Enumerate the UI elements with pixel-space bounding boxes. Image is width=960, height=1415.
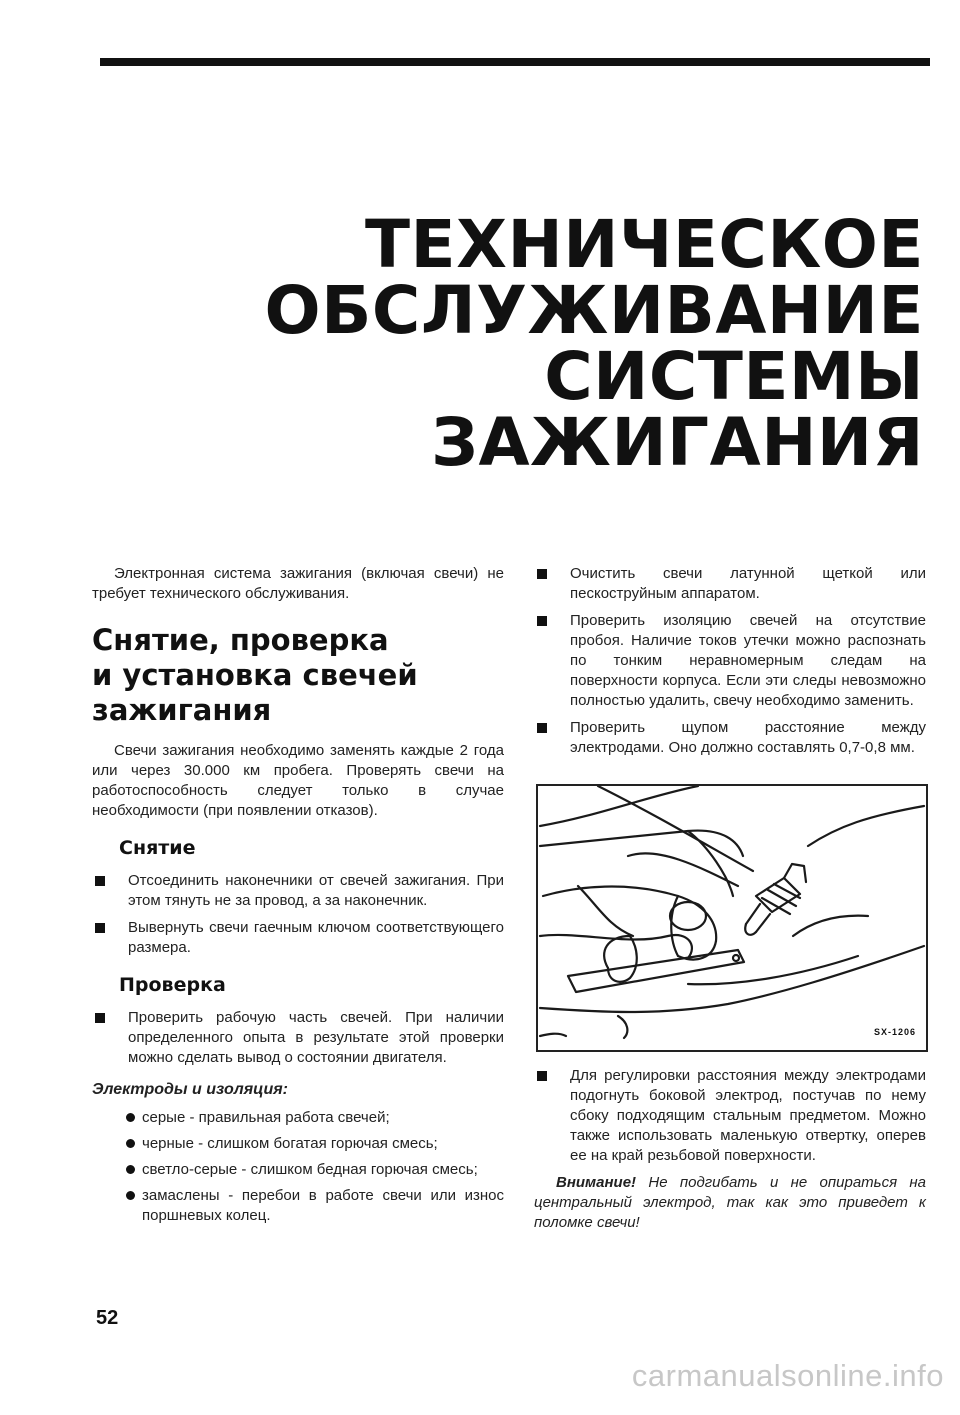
title-line-1: ТЕХНИЧЕСКОЕ <box>365 206 924 283</box>
right-item-2: Проверить изоляцию свечей на отсутствие пробоя. Наличие токов утечки можно распознать по тонким неравномерным следам на поверхности корпуса. Если эти следы невозможно полностью удалить, свечу необходимо заменить. <box>570 612 926 709</box>
left-column <box>92 564 504 1232</box>
list-item <box>534 564 926 604</box>
top-rule <box>100 58 930 66</box>
square-bullet-icon <box>537 569 547 579</box>
section-title-line-2: и установка свечей <box>92 658 418 692</box>
section-paragraph: Свечи зажигания необходимо заменять каждые 2 года или через 30.000 км пробега. Проверять свечи на работоспособность следует только в случае необходимости (при появлении отказов). <box>92 742 504 819</box>
condition-item-1: серые - правильная работа свечей; <box>142 1109 390 1126</box>
square-bullet-icon <box>537 1071 547 1081</box>
condition-item-2: черные - слишком богатая горючая смесь; <box>142 1135 438 1152</box>
square-bullet-icon <box>95 923 105 933</box>
list-item <box>534 1066 926 1166</box>
figure-code: SX-1206 <box>873 1027 916 1037</box>
list-item <box>92 1008 504 1068</box>
check-item: Проверить рабочую часть свечей. При наличии определенного опыта в результате этой проверки можно сделать вывод о состоянии двигателя. <box>128 1009 504 1066</box>
title-line-3: СИСТЕМЫ ЗАЖИГАНИЯ <box>431 338 924 481</box>
page-number: 52 <box>96 1307 119 1329</box>
removal-item-1: Отсоединить наконечники от свечей зажигания. При этом тянуть не за провод, а за наконечник. <box>128 872 504 909</box>
warning-label: Внимание! <box>556 1174 637 1191</box>
intro-paragraph: Электронная система зажигания (включая свечи) не требует технического обслуживания. <box>92 565 504 602</box>
check-heading: Проверка <box>119 974 226 996</box>
electrodes-heading: Электроды и изоляция: <box>92 1081 288 1098</box>
list-item <box>92 1134 504 1154</box>
title-line-2: ОБСЛУЖИВАНИЕ <box>264 272 924 349</box>
section-title <box>92 623 504 728</box>
condition-item-3: светло-серые - слишком бедная горючая смесь; <box>142 1161 478 1178</box>
list-item <box>92 918 504 958</box>
removal-item-2: Вывернуть свечи гаечным ключом соответствующего размера. <box>128 919 504 956</box>
round-bullet-icon <box>126 1165 135 1174</box>
list-item <box>92 871 504 911</box>
section-title-line-1: Снятие, проверка <box>92 623 389 657</box>
section-title-line-3: зажигания <box>92 693 272 727</box>
spark-plug-gap-figure <box>536 784 928 1052</box>
warning-text: Не подгибать и не опираться на центральный электрод, так как это приведет к поломке свечи! <box>534 1174 926 1231</box>
right-item-3: Проверить щупом расстояние между электродами. Оно должно составлять 0,7-0,8 мм. <box>570 719 926 756</box>
round-bullet-icon <box>126 1191 135 1200</box>
list-item <box>92 1186 504 1226</box>
square-bullet-icon <box>537 616 547 626</box>
round-bullet-icon <box>126 1113 135 1122</box>
condition-item-4: замаслены - перебои в работе свечи или износ поршневых колец. <box>142 1187 504 1224</box>
round-bullet-icon <box>126 1139 135 1148</box>
list-item <box>92 1160 504 1180</box>
page-title <box>124 206 924 481</box>
square-bullet-icon <box>95 876 105 886</box>
watermark: carmanualsonline.info <box>631 1358 944 1393</box>
square-bullet-icon <box>537 723 547 733</box>
adjust-item: Для регулировки расстояния между электродами подогнуть боковой электрод, постучав по нему сбоку подходящим стальным предметом. Можно также использовать маленькую отвертку, оперев ее на край резьбовой поверхности. <box>570 1067 926 1164</box>
warning-note <box>534 1173 926 1233</box>
right-item-1: Очистить свечи латунной щеткой или пескоструйным аппаратом. <box>570 565 926 602</box>
hands-spark-plug-illustration <box>538 786 926 1050</box>
list-item <box>534 611 926 711</box>
right-column <box>534 564 926 1233</box>
list-item <box>92 1108 504 1128</box>
square-bullet-icon <box>95 1013 105 1023</box>
list-item <box>534 718 926 758</box>
removal-heading: Снятие <box>119 837 196 859</box>
